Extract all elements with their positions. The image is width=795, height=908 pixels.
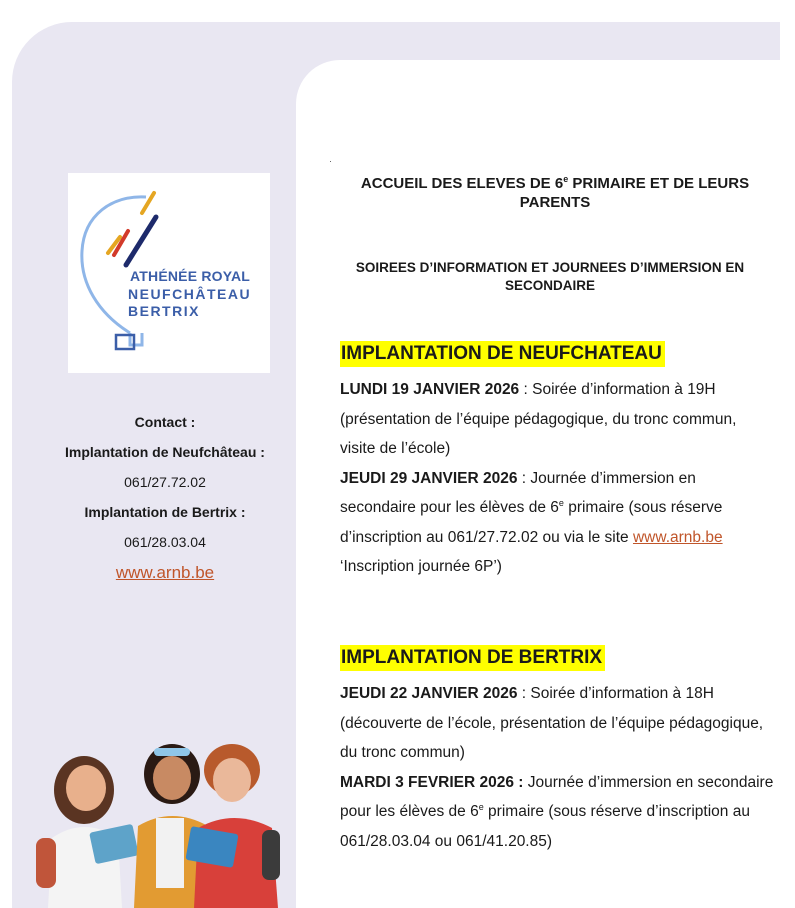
contact-bertrix-label: Implantation de Bertrix : (84, 504, 246, 520)
contact-bertrix-phone: 061/28.03.04 (124, 534, 206, 550)
sub-title: SOIREES D’INFORMATION ET JOURNEES D’IMMERSION EN SECONDAIRE (355, 260, 745, 293)
bertrix-heading: IMPLANTATION DE BERTRIX (340, 645, 605, 671)
section-bertrix (340, 644, 775, 856)
logo-text-line3: BERTRIX (128, 303, 200, 319)
logo-text-line1: ATHÉNÉE ROYAL (130, 268, 251, 284)
neufchateau-event-2: JEUDI 29 JANVIER 2026 : Journée d’immersion en secondaire pour les élèves de 6e primaire (sous réserve d’inscription au 061/27.72.02 ou via le site www.arnb.be ‘Inscription journée 6P’) (340, 469, 723, 575)
bertrix-event-2: MARDI 3 FEVRIER 2026 : Journée d’immersion en secondaire pour les élèves de 6e primaire (sous réserve d’inscription au 061/28.03.04 ou 061/41.20.85) (340, 773, 774, 850)
main-title: ACCUEIL DES ELEVES DE 6e PRIMAIRE ET DE LEURS PARENTS (360, 174, 750, 211)
section-neufchateau (340, 340, 775, 582)
students-illustration (22, 718, 284, 908)
neufchateau-heading: IMPLANTATION DE NEUFCHATEAU (340, 341, 665, 367)
speck (330, 161, 331, 162)
contact-neufchateau-phone: 061/27.72.02 (124, 474, 206, 490)
contact-block (40, 412, 290, 584)
neufchateau-event-1: LUNDI 19 JANVIER 2026 : Soirée d’information à 19H (présentation de l’équipe pédagogique, du tronc commun, visite de l’école) (340, 381, 737, 457)
neufchateau-website-link[interactable]: www.arnb.be (632, 528, 723, 546)
contact-neufchateau-label: Implantation de Neufchâteau : (65, 444, 265, 460)
website-link[interactable]: www.arnb.be (115, 563, 215, 582)
school-logo (68, 173, 270, 373)
bertrix-event-1: JEUDI 22 JANVIER 2026 : Soirée d’information à 18H (découverte de l’école, présentation de l’équipe pédagogique, du tronc commun) (340, 685, 764, 761)
logo-text-line2: NEUFCHÂTEAU (128, 286, 252, 302)
contact-title: Contact : (134, 414, 196, 430)
